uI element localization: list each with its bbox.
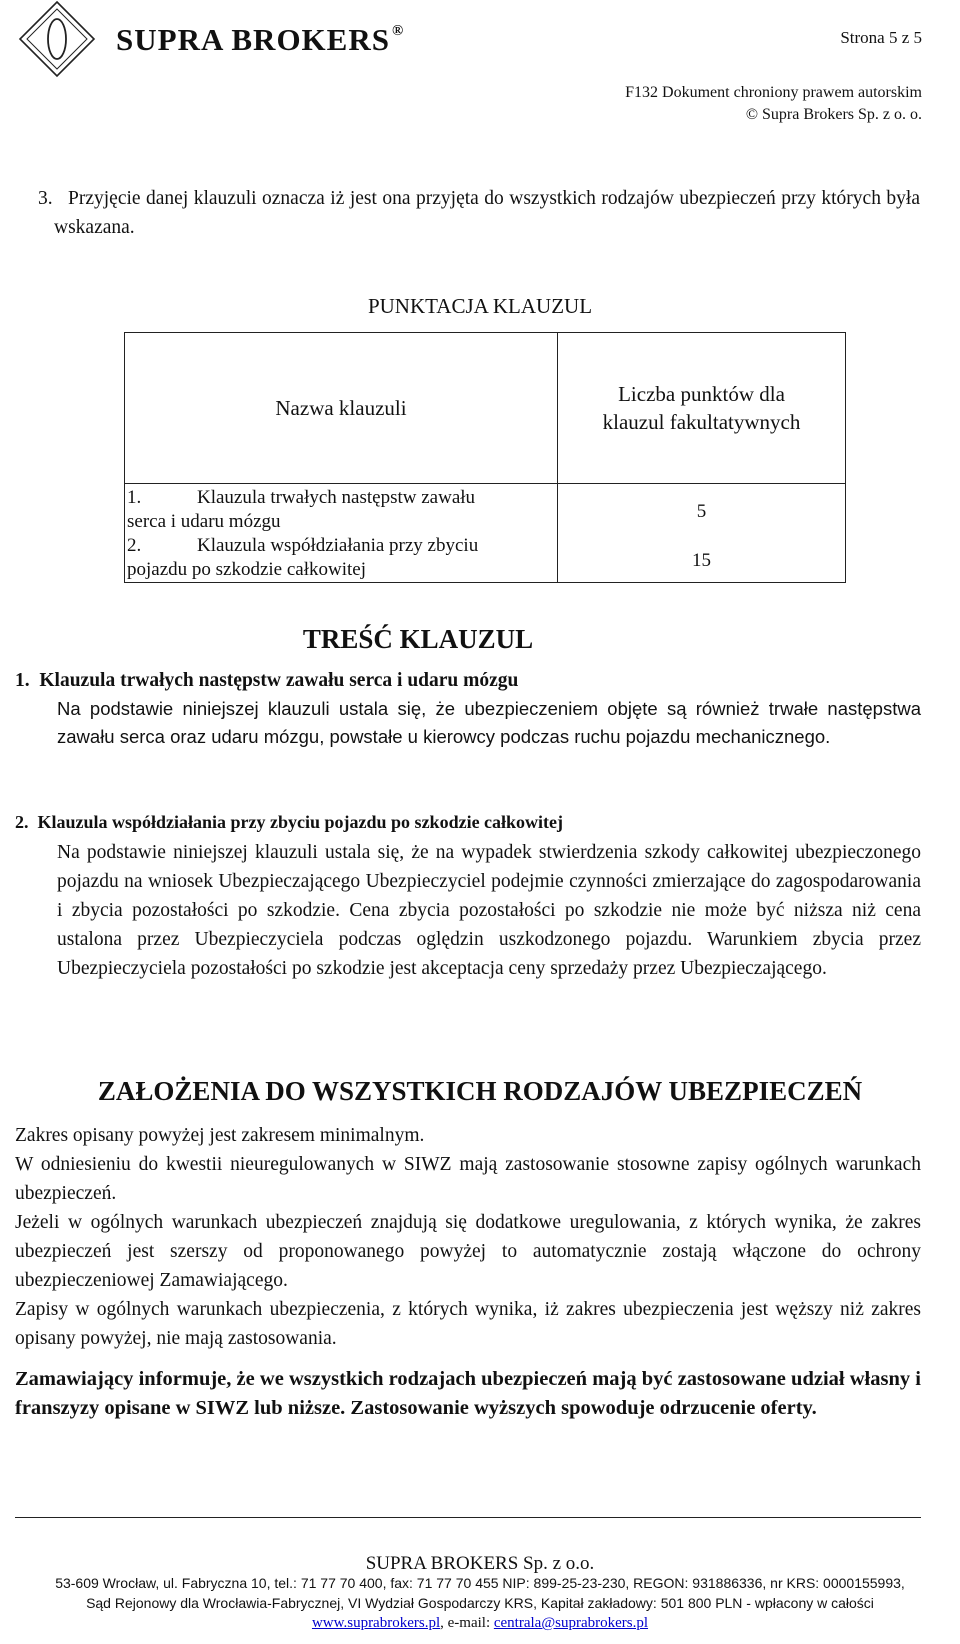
email-label: , e-mail: [440, 1615, 494, 1631]
points-cell [558, 484, 846, 583]
important-note: Zamawiający informuje, że we wszystkich rodzajach ubezpieczeń mają być zastosowane udział własny i franszyzy opisane w SIWZ lub niższe. Zastosowanie wyższych spowoduje odrzucenie oferty. [15, 1368, 921, 1419]
section-title-zalozenia: ZAŁOŻENIA DO WSZYSTKICH RODZAJÓW UBEZPIECZEŃ [97, 1076, 863, 1106]
assumption-paragraph: Jeżeli w ogólnych warunkach ubezpieczeń znajdują się dodatkowe uregulowania, z których wynika, że zakres ubezpieczeń jest szerszy od proponowanego powyżej to automatycznie zostają włączone do ochrony ubezpieczeniowej Zamawiającego. [15, 1212, 921, 1291]
clause-item-cont: pojazdu po szkodzie całkowitej [127, 559, 367, 580]
table-header-row [125, 333, 846, 484]
assumption-paragraph: W odniesieniu do kwestii nieuregulowanych w SIWZ mają zastosowanie stosowne zapisy ogólnych warunkach ubezpieczeń. [15, 1154, 921, 1204]
brand-name: SUPRA BROKERS ® [116, 22, 405, 57]
copyright-notice: F132 Dokument chroniony prawem autorskim [625, 84, 922, 101]
clause-item-cont: serca i udaru mózgu [127, 511, 281, 532]
footer-address: 53-609 Wrocław, ul. Fabryczna 10, tel.: 71 77 70 400, fax: 71 77 70 455 NIP: 899-25-23-230, REGON: 931886336, nr KRS: 0000155993, [55, 1575, 905, 1591]
column-header-points: Liczba punktów dla klauzul fakultatywnych [558, 333, 846, 484]
website-link[interactable]: www.suprabrokers.pl [311, 1615, 441, 1631]
footer-contact [0, 1615, 960, 1632]
footer-registration: Sąd Rejonowy dla Wrocławia-Fabrycznej, VI Wydział Gospodarczy KRS, Kapitał zakładowy: 501 800 PLN - wpłacony w całości [86, 1595, 874, 1611]
clause-1-body: Na podstawie niniejszej klauzuli ustala się, że ubezpieczeniem objęte są również trwałe następstwa zawału serca oraz udaru mózgu, powstałe u kierowcy podczas ruchu pojazdu mechanicznego. [57, 698, 921, 747]
section-title-tresc: TREŚĆ KLAUZUL [302, 624, 534, 654]
assumption-paragraph: Zakres opisany powyżej jest zakresem minimalnym. [15, 1125, 425, 1146]
clause-2-heading: 2. Klauzula współdziałania przy zbyciu pojazdu po szkodzie całkowitej [15, 812, 564, 832]
table-row [125, 484, 846, 583]
clause-points-table [124, 332, 846, 583]
section-title-punktacja: PUNKTACJA KLAUZUL [367, 294, 593, 318]
points-value: 5 [696, 501, 707, 522]
column-header-clause-name: Nazwa klauzuli [125, 333, 558, 484]
points-value: 15 [692, 550, 711, 571]
footer-company-name: SUPRA BROKERS Sp. z o.o. [365, 1553, 595, 1574]
copyright-owner: © Supra Brokers Sp. z o. o. [745, 106, 922, 123]
footer-divider [15, 1517, 921, 1518]
page-number: Strona 5 z 5 [840, 28, 922, 47]
item-number: 3. [38, 188, 53, 209]
clause-names-cell [125, 484, 558, 583]
assumptions-body [15, 1121, 921, 1353]
assumption-paragraph: Zapisy w ogólnych warunkach ubezpieczenia, z których wynika, iż zakres ubezpieczenia jest węższy niż zakres opisany powyżej, nie mają zastosowania. [15, 1299, 921, 1349]
clause-item: 2. Klauzula współdziałania przy zbyciu [127, 535, 479, 556]
clause-1-heading: 1. Klauzula trwałych następstw zawału serca i udaru mózgu [15, 670, 519, 691]
company-logo [18, 0, 96, 78]
clause-item: 1. Klauzula trwałych następstw zawału [127, 487, 476, 508]
registered-mark: ® [391, 22, 405, 39]
item-3 [38, 184, 920, 242]
email-link[interactable]: centrala@suprabrokers.pl [493, 1615, 649, 1631]
item-text: Przyjęcie danej klauzuli oznacza iż jest ona przyjęta do wszystkich rodzajów ubezpieczeń przy których była wskazana. [54, 188, 920, 238]
clause-2-body: Na podstawie niniejszej klauzuli ustala się, że na wypadek stwierdzenia szkody całkowitej ubezpieczonego pojazdu na wniosek Ubezpieczającego Ubezpieczyciel podejmie czynności zmierzające do zagospodarowania i zbycia pozostałości po szkodzie. Cena zbycia pozostałości po szkodzie nie może być niższa niż cena ustalona przez Ubezpieczyciela podczas oględzin uszkodzonego pojazdu. Warunkiem zbycia przez Ubezpieczyciela pozostałości po szkodzie jest akceptacja ceny sprzedaży przez Ubezpieczającego. [57, 842, 921, 979]
